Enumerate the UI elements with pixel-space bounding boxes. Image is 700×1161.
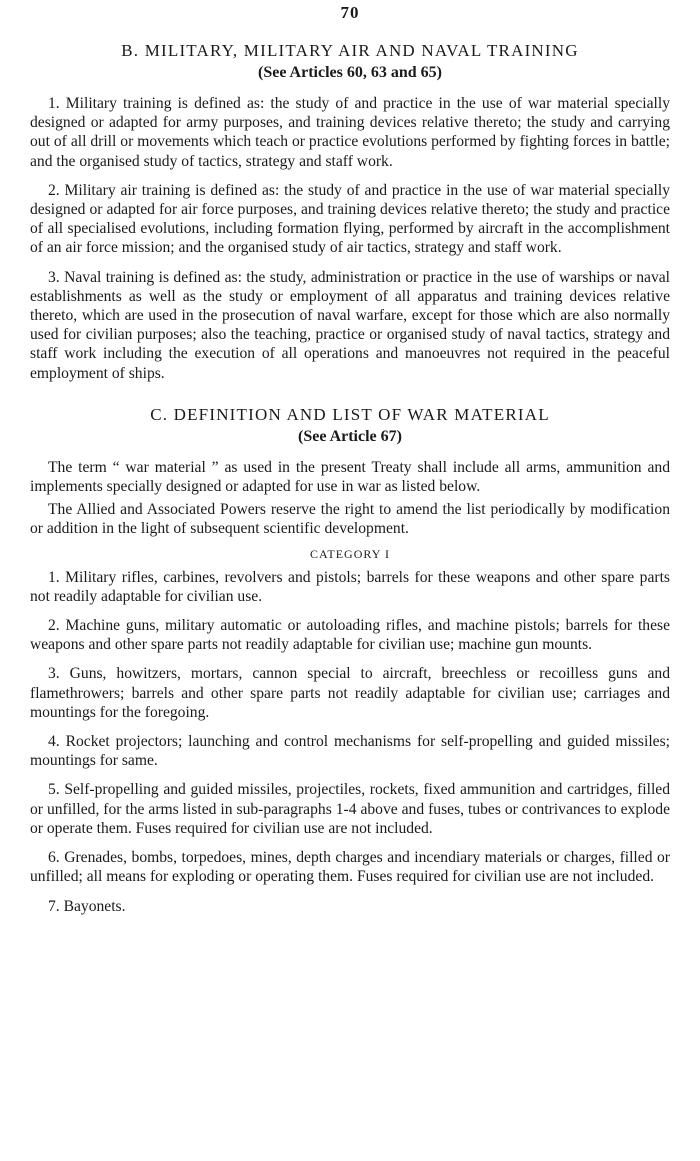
section-b	[30, 41, 670, 383]
list-item: 4. Rocket projectors; launching and control mechanisms for self-propelling and guided missiles; mountings for same.	[30, 733, 670, 770]
list-item: 2. Machine guns, military automatic or autoloading rifles, and machine pistols; barrels for these weapons and other spare parts not readily adaptable for civilian use; machine gun mounts.	[30, 617, 670, 654]
section-c-subtitle: (See Article 67)	[298, 427, 402, 445]
list-item: 1. Military rifles, carbines, revolvers and pistols; barrels for these weapons and other spare parts not readily adaptable for civilian use.	[30, 568, 670, 605]
page-number: 70	[340, 3, 360, 22]
category-label: CATEGORY I	[310, 546, 390, 561]
list-item: 3. Guns, howitzers, mortars, cannon special to aircraft, breechless or recoilless guns and flamethrowers; barrels and other spare parts not readily adaptable for civilian use; carriages and mountings for the foregoing.	[30, 665, 670, 721]
list-item: 7. Bayonets.	[48, 897, 126, 915]
paragraph-military-air-training: 2. Military air training is defined as: the study of and practice in the use of war material specially designed or adapted for air force purposes, and training devices relative thereto; the study and practice of all specialised evolutions, including formation flying, performed by aircraft in the accomplishment of an air force mission; and the organised study of air tactics, strategy and staff work.	[30, 181, 670, 257]
paragraph-war-material-definition: The term “ war material ” as used in the present Treaty shall include all arms, ammunition and implements specially designed or adapted for use in war as listed below.	[30, 458, 670, 496]
section-b-title: B. MILITARY, MILITARY AIR AND NAVAL TRAINING	[121, 41, 579, 60]
list-item: 6. Grenades, bombs, torpedoes, mines, depth charges and incendiary materials or charges, filled or unfilled; all means for exploding or operating them. Fuses required for civilian use are not included.	[30, 849, 670, 886]
section-b-subtitle: (See Articles 60, 63 and 65)	[258, 64, 442, 81]
paragraph-amendment-right: The Allied and Associated Powers reserve the right to amend the list periodically by modification or addition in the light of subsequent scientific development.	[30, 501, 670, 538]
document-page	[30, 0, 670, 926]
list-item: 5. Self-propelling and guided missiles, projectiles, rockets, fixed ammunition and cartridges, filled or unfilled, for the arms listed in sub-paragraphs 1-4 above and fuses, tubes or contrivances to explode or operate them. Fuses required for civilian use are not included.	[30, 781, 670, 837]
section-c	[30, 405, 670, 916]
paragraph-military-training: 1. Military training is defined as: the study of and practice in the use of war material specially designed or adapted for army purposes, and training devices relative thereto; the study and carrying out of all drill or movements which teach or practice evolutions performed by fighting forces in battle; and the organised study of tactics, strategy and staff work.	[30, 95, 670, 170]
section-c-title: C. DEFINITION AND LIST OF WAR MATERIAL	[150, 404, 550, 424]
paragraph-naval-training: 3. Naval training is defined as: the study, administration or practice in the use of warships or naval establishments as well as the study or employment of all apparatus and training devices relative thereto, which are used in the prosecution of naval warfare, except for those which are also normally used for civilian purposes; also the teaching, practice or organised study of naval tactics, strategy and staff work including the execution of all operations and manoeuvres not required in the peaceful employment of ships.	[30, 268, 670, 382]
